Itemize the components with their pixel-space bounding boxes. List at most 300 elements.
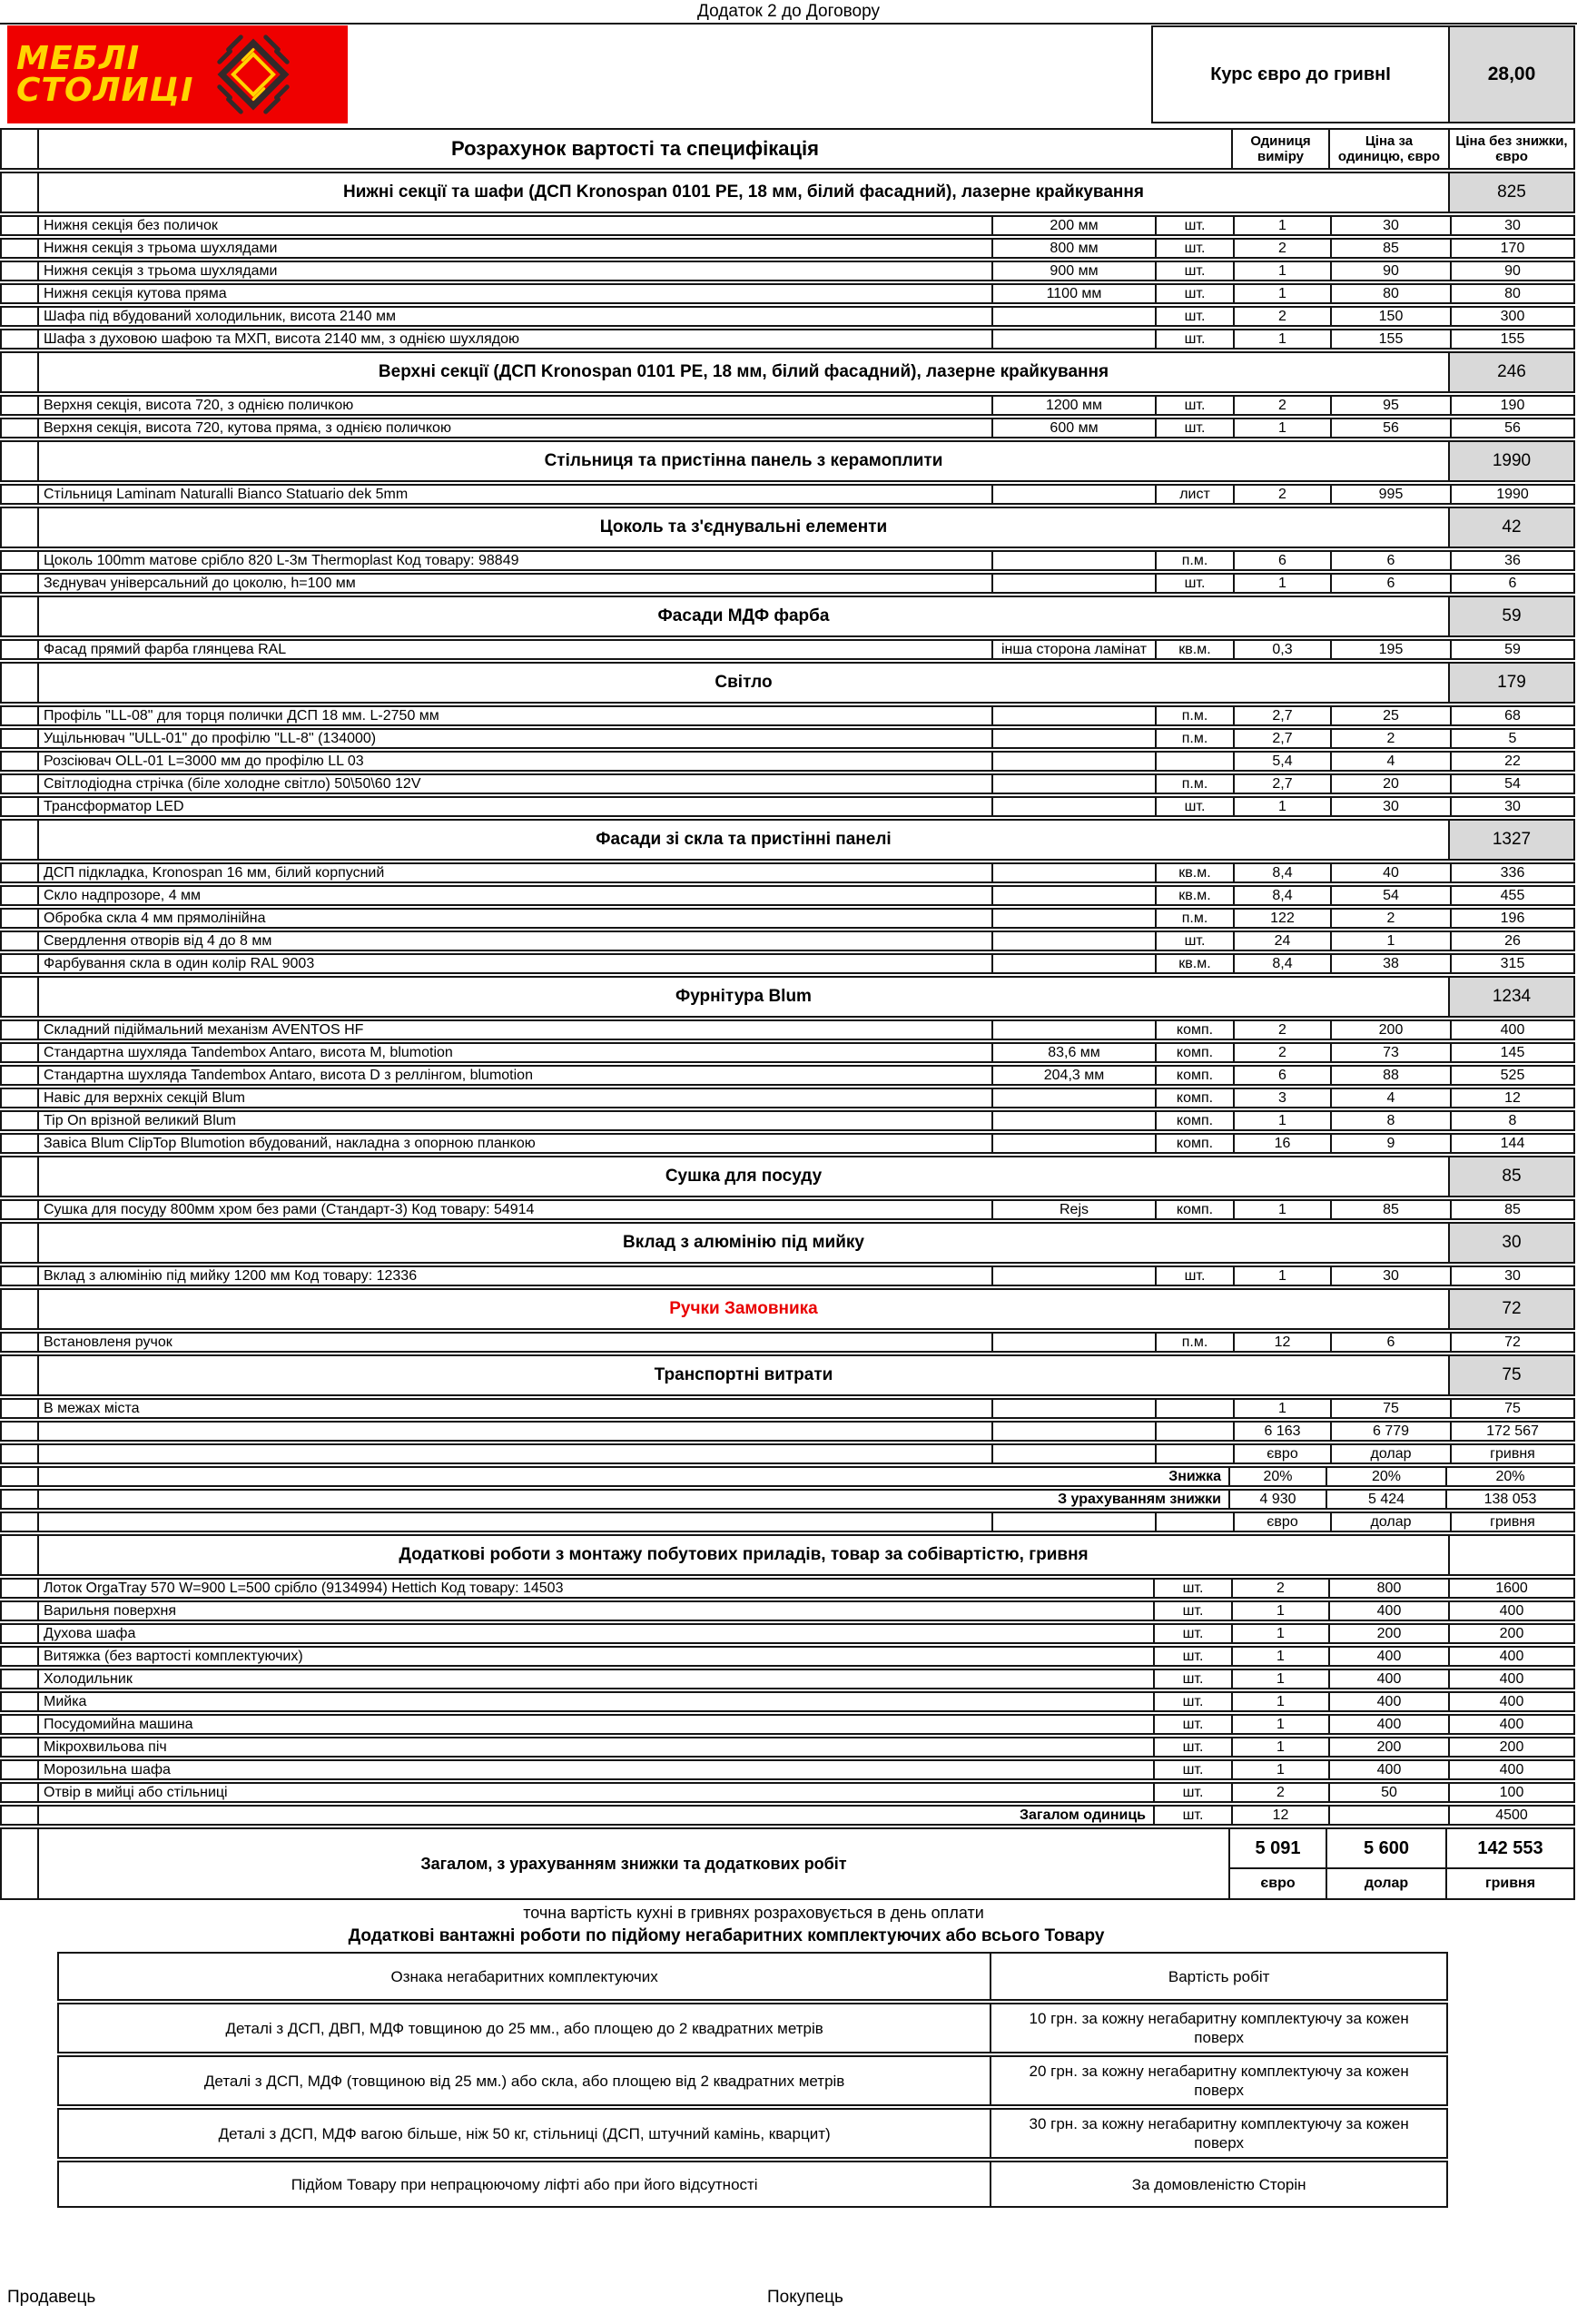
item-price: 4: [1330, 1089, 1450, 1107]
item-unit: шт.: [1155, 285, 1233, 302]
section-header-row: [0, 1288, 1575, 1330]
item-size: 83,6 мм: [991, 1044, 1155, 1061]
extra-work-row: [0, 1691, 1575, 1712]
row-gutter: [2, 1135, 37, 1152]
item-name: Розсіювач OLL-01 L=3000 мм до профілю LL 03: [37, 753, 991, 770]
summary-row: [0, 1512, 1575, 1532]
item-total: 54: [1450, 775, 1573, 793]
item-price: 400: [1328, 1670, 1448, 1688]
spec-row: [0, 931, 1575, 951]
item-price: 90: [1330, 262, 1450, 280]
summary-empty: [1155, 1445, 1233, 1462]
section-header-row: [0, 507, 1575, 548]
item-qty: 1: [1231, 1670, 1328, 1688]
item-price: 1: [1330, 932, 1450, 950]
item-unit: п.м.: [1155, 1334, 1233, 1351]
item-unit: шт.: [1155, 330, 1233, 348]
item-price: 30: [1330, 1267, 1450, 1285]
item-unit: шт.: [1155, 217, 1233, 234]
row-gutter: [2, 575, 37, 592]
freight-header-right: Вартість робіт: [990, 1954, 1446, 1999]
extra-total-label: Загалом одиниць: [37, 1807, 1153, 1824]
grand-total-eur: 5 091: [1228, 1829, 1326, 1869]
item-qty: 1: [1233, 798, 1330, 815]
item-total: 30: [1450, 1267, 1573, 1285]
item-price: 38: [1330, 955, 1450, 972]
summary-usd: 20%: [1326, 1468, 1445, 1485]
specification-table: [0, 172, 1577, 1826]
spec-row: [0, 283, 1575, 304]
item-qty: 1: [1233, 419, 1330, 437]
item-qty: 3: [1233, 1089, 1330, 1107]
document-header: [0, 23, 1577, 126]
item-qty: 1: [1231, 1738, 1328, 1756]
spec-row: [0, 862, 1575, 883]
column-header-total: Ціна без знижки, євро: [1448, 130, 1573, 168]
item-qty: 1: [1231, 1625, 1328, 1642]
item-total: 200: [1448, 1625, 1573, 1642]
item-total: 68: [1450, 707, 1573, 724]
grand-unit-usd: долар: [1326, 1869, 1445, 1898]
item-price: 200: [1328, 1625, 1448, 1642]
section-title: Транспортні витрати: [37, 1356, 1448, 1394]
item-name: Нижня секція кутова пряма: [37, 285, 991, 302]
item-total: 170: [1450, 240, 1573, 257]
row-gutter: [2, 1445, 37, 1462]
extra-work-row: [0, 1578, 1575, 1599]
item-qty: 2,7: [1233, 707, 1330, 724]
item-total: 85: [1450, 1201, 1573, 1218]
section-header-row: [0, 596, 1575, 637]
exchange-rate-value: 28,00: [1448, 25, 1575, 123]
item-price: 6: [1330, 552, 1450, 569]
item-size: 204,3 мм: [991, 1067, 1155, 1084]
item-name: Стандартна шухляда Tandembox Antaro, висота M, blumotion: [37, 1044, 991, 1061]
item-size: Rejs: [991, 1201, 1155, 1218]
row-gutter: [2, 330, 37, 348]
item-unit: п.м.: [1155, 552, 1233, 569]
item-size: [991, 753, 1155, 770]
item-size: інша сторона ламінат: [991, 641, 1155, 658]
item-name: Шафа з духовою шафою та МХП, висота 2140 мм, з однією шухлядою: [37, 330, 991, 348]
item-unit: комп.: [1155, 1067, 1233, 1084]
item-name: Завіса Blum ClipTop Blumotion вбудований, накладна з опорною планкою: [37, 1135, 991, 1152]
item-total: 200: [1448, 1738, 1573, 1756]
section-header-row: [0, 1354, 1575, 1396]
company-logo-text: [16, 40, 194, 109]
item-price: 73: [1330, 1044, 1450, 1061]
item-name: Шафа під вбудований холодильник, висота 2140 мм: [37, 308, 991, 325]
summary-usd: долар: [1330, 1445, 1450, 1462]
row-gutter: [2, 508, 37, 547]
item-size: [991, 552, 1155, 569]
summary-label-row: [0, 1466, 1575, 1487]
summary-uah: 172 567: [1450, 1423, 1573, 1440]
freight-header-row: [57, 1952, 1448, 2001]
row-gutter: [2, 285, 37, 302]
column-header-unit: Одиниця виміру: [1231, 130, 1328, 168]
item-size: [991, 932, 1155, 950]
row-gutter: [2, 887, 37, 904]
item-price: 400: [1328, 1693, 1448, 1710]
item-unit: шт.: [1153, 1693, 1231, 1710]
row-gutter: [2, 1602, 37, 1620]
item-qty: 1: [1231, 1693, 1328, 1710]
section-title: Фасади зі скла та пристінні панелі: [37, 821, 1448, 859]
spec-row: [0, 751, 1575, 772]
item-name: Морозильна шафа: [37, 1761, 1153, 1778]
spec-row: [0, 395, 1575, 416]
row-gutter: [2, 486, 37, 503]
summary-eur: 20%: [1228, 1468, 1326, 1485]
freight-section-title: Додаткові вантажні роботи по підйому негабаритних комплектуючих або всього Товару: [348, 1926, 1105, 1945]
item-total: 400: [1448, 1716, 1573, 1733]
spec-row: [0, 1042, 1575, 1063]
row-gutter: [2, 821, 37, 859]
section-total: 85: [1448, 1157, 1573, 1196]
spec-row: [0, 705, 1575, 726]
item-total: 26: [1450, 932, 1573, 950]
item-price: 4: [1330, 753, 1450, 770]
spec-row: [0, 1398, 1575, 1419]
item-name: Профіль "LL-08" для торця полички ДСП 18 мм. L-2750 мм: [37, 707, 991, 724]
buyer-signature-label: Покупець: [767, 2288, 843, 2307]
item-unit: шт.: [1153, 1625, 1231, 1642]
item-total: 22: [1450, 753, 1573, 770]
section-header-row: [0, 1222, 1575, 1264]
item-name: Витяжка (без вартості комплектуючих): [37, 1648, 1153, 1665]
item-size: [991, 486, 1155, 503]
item-price: 20: [1330, 775, 1450, 793]
grand-unit-eur: євро: [1228, 1869, 1326, 1898]
spec-row: [0, 306, 1575, 327]
item-unit: шт.: [1155, 397, 1233, 414]
item-size: [991, 730, 1155, 747]
item-price: 200: [1330, 1021, 1450, 1039]
item-qty: 1: [1233, 262, 1330, 280]
item-name: Верхня секція, висота 720, кутова пряма, з однією поличкою: [37, 419, 991, 437]
item-qty: 0,3: [1233, 641, 1330, 658]
item-price: 85: [1330, 1201, 1450, 1218]
summary-eur: євро: [1233, 1513, 1330, 1531]
item-size: 900 мм: [991, 262, 1155, 280]
section-total: 1234: [1448, 978, 1573, 1016]
summary-uah: 20%: [1445, 1468, 1573, 1485]
item-qty: 8,4: [1233, 955, 1330, 972]
row-gutter: [2, 753, 37, 770]
item-size: 1200 мм: [991, 397, 1155, 414]
section-total: 59: [1448, 597, 1573, 635]
freight-cost: 20 грн. за кожну негабаритну комплектуючу за кожен поверх: [990, 2057, 1446, 2104]
section-total: 1327: [1448, 821, 1573, 859]
row-gutter: [2, 173, 37, 212]
spec-row: [0, 238, 1575, 259]
grand-unit-uah: гривня: [1445, 1869, 1573, 1898]
item-price: 995: [1330, 486, 1450, 503]
item-price: 195: [1330, 641, 1450, 658]
item-qty: 1: [1233, 285, 1330, 302]
row-gutter: [2, 910, 37, 927]
section-header-row: [0, 819, 1575, 861]
spec-row: [0, 329, 1575, 350]
item-total: 400: [1448, 1648, 1573, 1665]
spec-row: [0, 215, 1575, 236]
row-gutter: [2, 798, 37, 815]
item-unit: шт.: [1155, 1267, 1233, 1285]
item-total: 315: [1450, 955, 1573, 972]
row-gutter: [2, 397, 37, 414]
summary-empty: [37, 1445, 991, 1462]
spec-row: [0, 1088, 1575, 1108]
row-gutter: [2, 1580, 37, 1597]
item-unit: шт.: [1155, 262, 1233, 280]
section-title: Верхні секції (ДСП Kronospan 0101 PE, 18 мм, білий фасадний), лазерне крайкування: [37, 353, 1448, 391]
logo-line-1: МЕБЛІ: [16, 40, 141, 77]
item-total: 144: [1450, 1135, 1573, 1152]
item-price: 400: [1328, 1716, 1448, 1733]
spec-row: [0, 728, 1575, 749]
item-price: 400: [1328, 1602, 1448, 1620]
item-qty: 2: [1231, 1580, 1328, 1597]
item-unit: шт.: [1155, 798, 1233, 815]
item-total: 400: [1450, 1021, 1573, 1039]
item-qty: 1: [1231, 1602, 1328, 1620]
item-total: 8: [1450, 1112, 1573, 1129]
item-size: [991, 330, 1155, 348]
item-qty: 6: [1233, 552, 1330, 569]
item-name: Стандартна шухляда Tandembox Antaro, висота D з реллінгом, blumotion: [37, 1067, 991, 1084]
item-total: 1990: [1450, 486, 1573, 503]
item-size: [991, 1334, 1155, 1351]
item-qty: 2: [1233, 240, 1330, 257]
item-name: Фасад прямий фарба глянцева RAL: [37, 641, 991, 658]
item-size: [991, 575, 1155, 592]
item-total: 12: [1450, 1089, 1573, 1107]
item-price: 400: [1328, 1648, 1448, 1665]
item-unit: кв.м.: [1155, 864, 1233, 881]
row-gutter: [2, 597, 37, 635]
item-size: [991, 798, 1155, 815]
item-qty: 1: [1231, 1648, 1328, 1665]
section-header-row: [0, 172, 1575, 213]
freight-header-left: Ознака негабаритних комплектуючих: [390, 1967, 658, 1985]
row-gutter: [2, 1829, 37, 1898]
summary-eur: 4 930: [1228, 1491, 1326, 1508]
logo-line-2: СТОЛИЦІ: [16, 72, 194, 109]
section-title: Вклад з алюмінію під мийку: [37, 1224, 1448, 1262]
item-name: Духова шафа: [37, 1625, 1153, 1642]
item-total: 400: [1448, 1761, 1573, 1778]
summary-empty: [991, 1513, 1155, 1531]
item-name: Нижня секція без поличок: [37, 217, 991, 234]
extra-work-row: [0, 1669, 1575, 1689]
item-size: 200 мм: [991, 217, 1155, 234]
summary-uah: гривня: [1450, 1513, 1573, 1531]
summary-uah: гривня: [1450, 1445, 1573, 1462]
extra-work-row: [0, 1737, 1575, 1758]
row-gutter: [2, 1044, 37, 1061]
freight-cost: 10 грн. за кожну негабаритну комплектуючу за кожен поверх: [990, 2004, 1446, 2052]
page-title: Розрахунок вартості та специфікація: [37, 130, 1231, 168]
item-qty: 1: [1231, 1761, 1328, 1778]
spec-row: [0, 1110, 1575, 1131]
item-price: 50: [1328, 1784, 1448, 1801]
row-gutter: [2, 1112, 37, 1129]
row-gutter: [2, 1738, 37, 1756]
item-unit: п.м.: [1155, 707, 1233, 724]
item-size: [991, 1400, 1155, 1417]
item-price: 2: [1330, 730, 1450, 747]
item-name: Встановленя ручок: [37, 1334, 991, 1351]
item-total: 525: [1450, 1067, 1573, 1084]
item-qty: 8,4: [1233, 864, 1330, 881]
item-name: Скло надпрозоре, 4 мм: [37, 887, 991, 904]
item-name: Ущільнювач "ULL-01" до профілю "LL-8" (134000): [37, 730, 991, 747]
section-title: Ручки Замовника: [37, 1290, 1448, 1328]
section-title: Стільниця та пристінна панель з керамоплити: [37, 442, 1448, 480]
item-size: 1100 мм: [991, 285, 1155, 302]
summary-eur: 6 163: [1233, 1423, 1330, 1440]
item-price: 85: [1330, 240, 1450, 257]
extra-total-qty: 12: [1231, 1807, 1328, 1824]
row-gutter: [2, 1267, 37, 1285]
row-gutter: [2, 442, 37, 480]
freight-row: [57, 2055, 1448, 2106]
section-header-row: [0, 662, 1575, 704]
row-gutter: [2, 1491, 37, 1508]
section-header-row: [0, 440, 1575, 482]
section-total: 72: [1448, 1290, 1573, 1328]
item-total: 30: [1450, 798, 1573, 815]
section-total: 75: [1448, 1356, 1573, 1394]
item-qty: 1: [1233, 1400, 1330, 1417]
section-total: 246: [1448, 353, 1573, 391]
item-price: 25: [1330, 707, 1450, 724]
item-unit: комп.: [1155, 1089, 1233, 1107]
summary-eur: євро: [1233, 1445, 1330, 1462]
row-gutter: [2, 1224, 37, 1262]
item-qty: 1: [1233, 1267, 1330, 1285]
extra-work-row: [0, 1782, 1575, 1803]
freight-table: [57, 1952, 1448, 2208]
item-total: 100: [1448, 1784, 1573, 1801]
section-title: Фурнітура Blum: [37, 978, 1448, 1016]
payment-note: точна вартість кухні в гривнях розраховується в день оплати: [523, 1904, 984, 1922]
item-qty: 24: [1233, 932, 1330, 950]
item-unit: кв.м.: [1155, 955, 1233, 972]
item-qty: 1: [1233, 330, 1330, 348]
item-price: 6: [1330, 1334, 1450, 1351]
item-total: 400: [1448, 1602, 1573, 1620]
freight-row: [57, 2161, 1448, 2208]
freight-criterion: Деталі з ДСП, МДФ вагою більше, ніж 50 кг, стільниці (ДСП, штучний камінь, кварцит): [218, 2124, 831, 2142]
row-gutter: [2, 1468, 37, 1485]
item-total: 90: [1450, 262, 1573, 280]
company-logo: [7, 25, 348, 123]
item-price: 95: [1330, 397, 1450, 414]
item-unit: шт.: [1153, 1648, 1231, 1665]
item-price: 200: [1328, 1738, 1448, 1756]
row-gutter: [2, 1784, 37, 1801]
annex-note: Додаток 2 до Договору: [697, 2, 880, 21]
item-price: 30: [1330, 798, 1450, 815]
section-total: 30: [1448, 1224, 1573, 1262]
spec-row: [0, 573, 1575, 594]
summary-label: Знижка: [37, 1468, 1228, 1485]
row-gutter: [2, 1670, 37, 1688]
summary-row: [0, 1421, 1575, 1442]
item-qty: 2: [1233, 308, 1330, 325]
row-gutter: [2, 1400, 37, 1417]
freight-criterion: Деталі з ДСП, ДВП, МДФ товщиною до 25 мм., або площею до 2 квадратних метрів: [225, 2019, 823, 2037]
item-unit: кв.м.: [1155, 641, 1233, 658]
item-unit: шт.: [1153, 1761, 1231, 1778]
freight-row: [57, 2108, 1448, 2159]
row-gutter: [2, 262, 37, 280]
item-qty: 1: [1233, 1112, 1330, 1129]
item-unit: шт.: [1155, 932, 1233, 950]
item-unit: п.м.: [1155, 910, 1233, 927]
row-gutter: [2, 1021, 37, 1039]
item-price: 30: [1330, 217, 1450, 234]
section-header-row: [0, 351, 1575, 393]
item-name: Цоколь 100mm матове срібло 820 L-3м Thermoplast Код товару: 98849: [37, 552, 991, 569]
diamond-logo-icon: [206, 30, 301, 119]
item-qty: 2: [1233, 1021, 1330, 1039]
item-name: Обробка скла 4 мм прямолінійна: [37, 910, 991, 927]
item-price: 6: [1330, 575, 1450, 592]
item-price: 40: [1330, 864, 1450, 881]
summary-empty: [1155, 1423, 1233, 1440]
item-price: 2: [1330, 910, 1450, 927]
item-total: 196: [1450, 910, 1573, 927]
summary-empty: [991, 1445, 1155, 1462]
section-title: Нижні секції та шафи (ДСП Kronospan 0101 PE, 18 мм, білий фасадний), лазерне крайкування: [37, 173, 1448, 212]
summary-label-row: [0, 1489, 1575, 1510]
item-qty: 5,4: [1233, 753, 1330, 770]
item-name: Отвір в мийці або стільниці: [37, 1784, 1153, 1801]
row-gutter: [2, 1157, 37, 1196]
item-qty: 6: [1233, 1067, 1330, 1084]
spec-row: [0, 908, 1575, 929]
row-gutter: [2, 1625, 37, 1642]
item-qty: 12: [1233, 1334, 1330, 1351]
item-unit: шт.: [1153, 1602, 1231, 1620]
row-gutter: [2, 864, 37, 881]
item-size: [991, 955, 1155, 972]
spec-row: [0, 796, 1575, 817]
item-total: 80: [1450, 285, 1573, 302]
extra-works-header-row: [0, 1534, 1575, 1576]
item-size: [991, 1112, 1155, 1129]
item-qty: 2: [1233, 486, 1330, 503]
spec-row: [0, 953, 1575, 974]
freight-cost: За домовленістю Сторін: [990, 2162, 1446, 2206]
item-price: 75: [1330, 1400, 1450, 1417]
section-title: Світло: [37, 664, 1448, 702]
freight-criterion: Підйом Товару при непрацюючому ліфті або при його відсутності: [291, 2175, 758, 2193]
spec-row: [0, 773, 1575, 794]
row-gutter: [2, 707, 37, 724]
row-gutter: [2, 730, 37, 747]
row-gutter: [2, 240, 37, 257]
item-size: [991, 775, 1155, 793]
freight-criterion: Деталі з ДСП, МДФ (товщиною від 25 мм.) або скла, або площею від 2 квадратних метрів: [203, 2072, 845, 2090]
spec-row: [0, 418, 1575, 438]
item-total: 1600: [1448, 1580, 1573, 1597]
extra-work-row: [0, 1600, 1575, 1621]
item-size: [991, 864, 1155, 881]
